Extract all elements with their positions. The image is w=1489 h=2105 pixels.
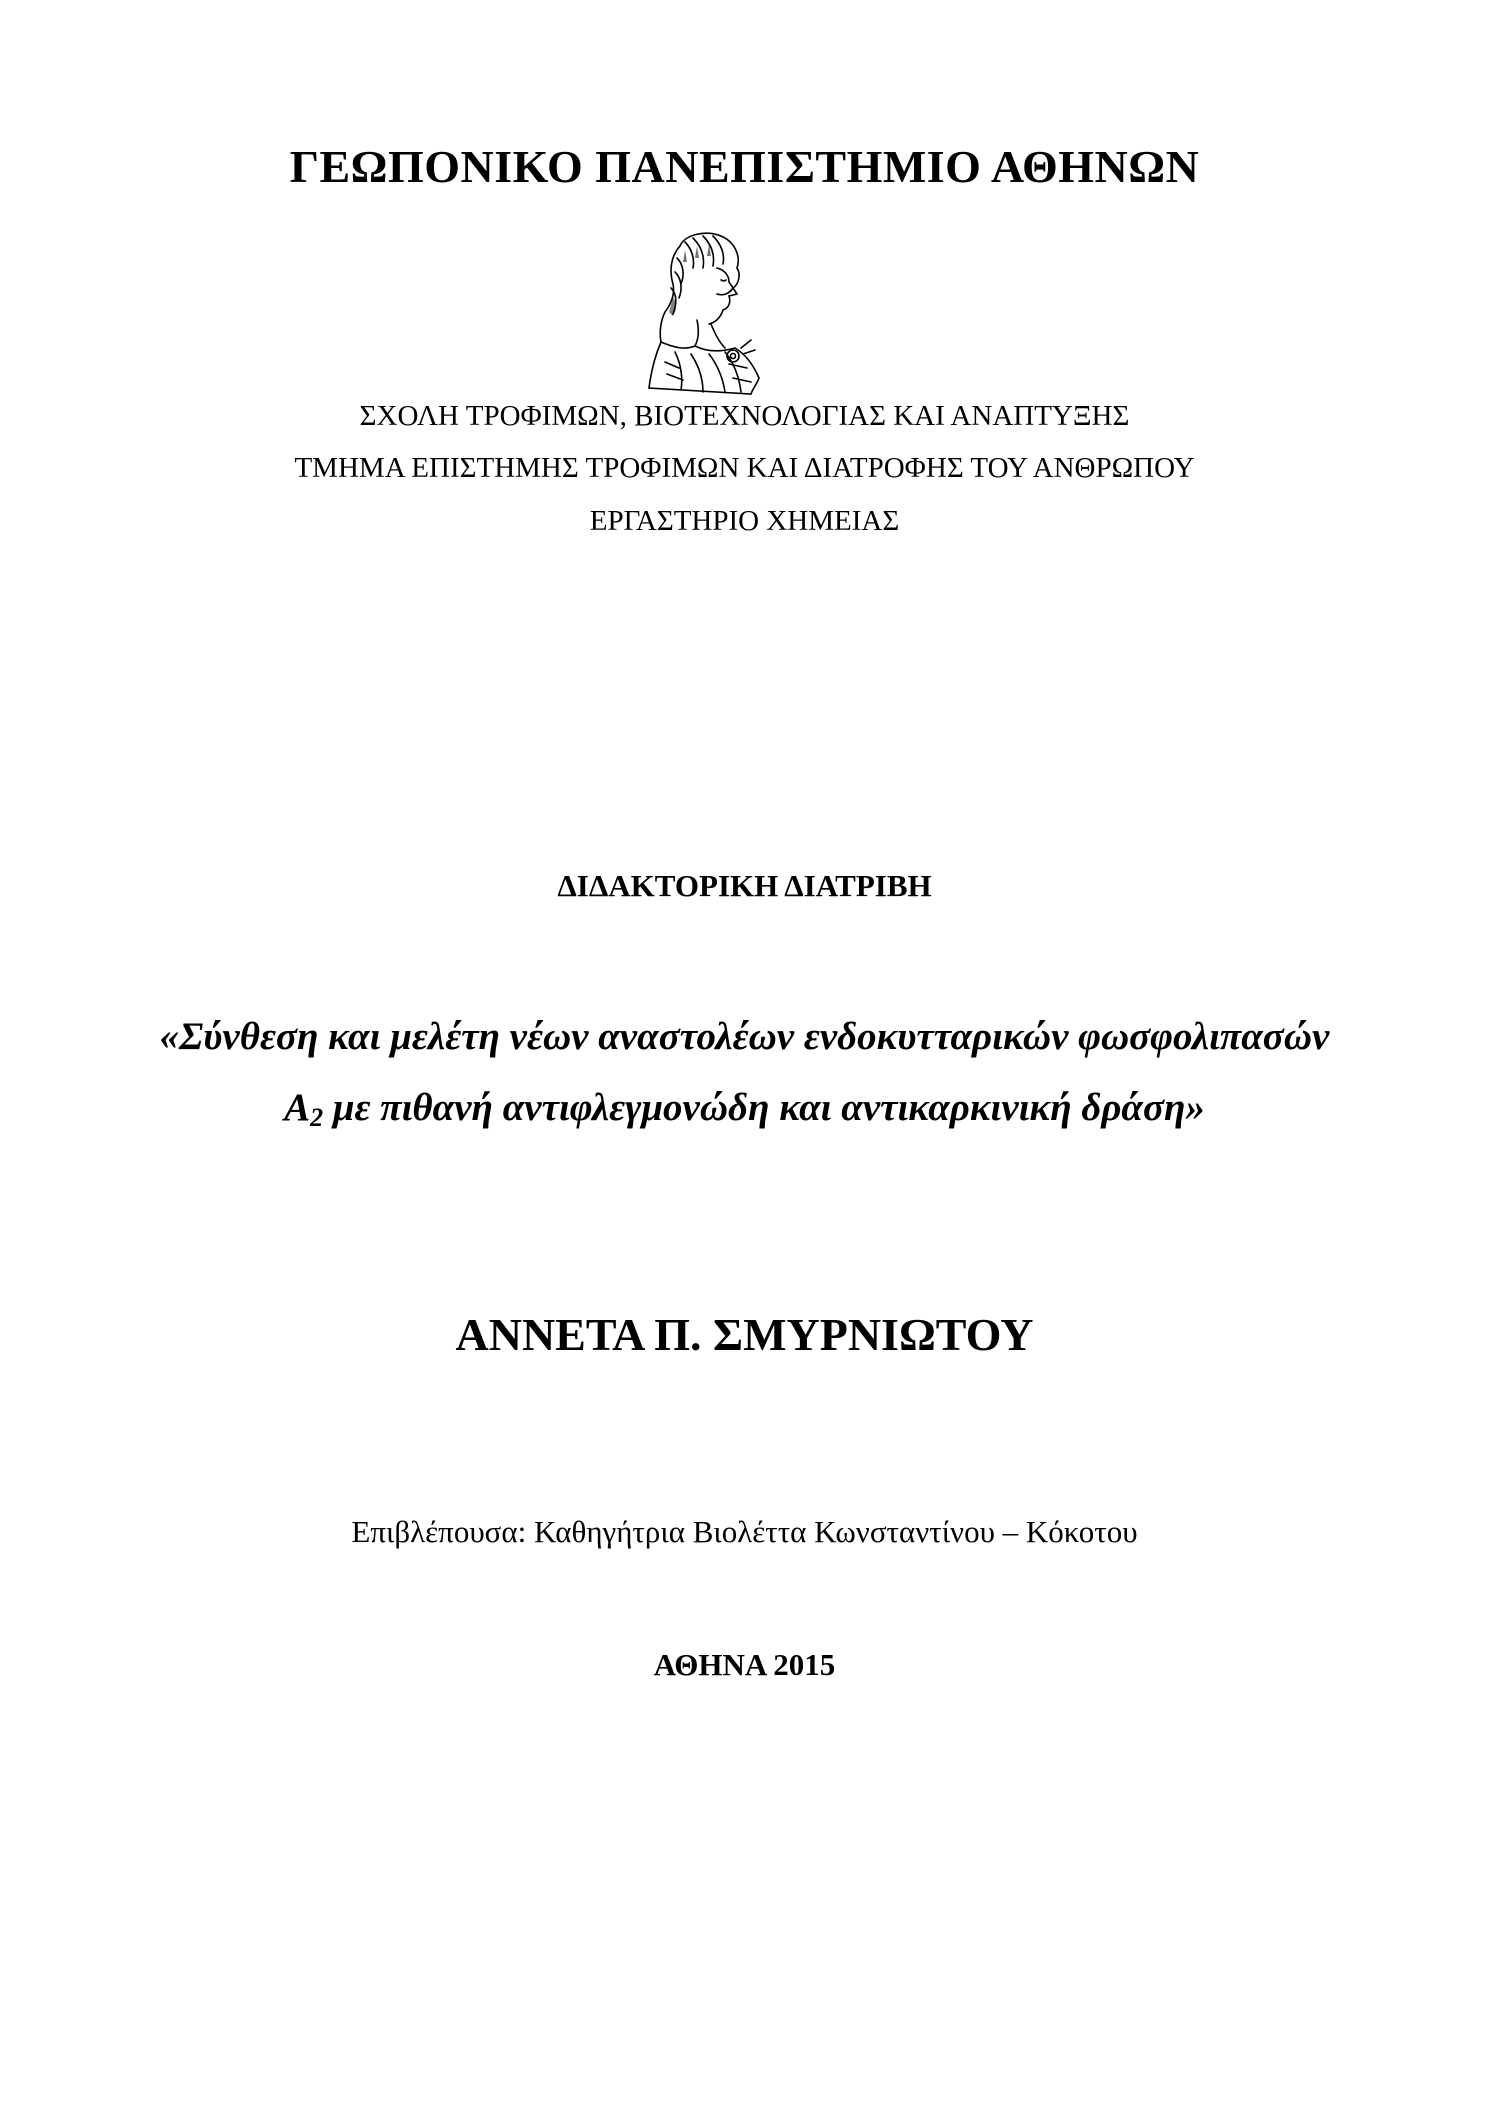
thesis-title-rest: με πιθανή αντιφλεγμονώδη και αντικαρκινική δράση» <box>323 1086 1205 1129</box>
university-emblem-icon <box>625 228 775 400</box>
thesis-title-subscript: 2 <box>310 1103 324 1132</box>
department-name: ΤΜΗΜΑ ΕΠΙΣΤΗΜΗΣ ΤΡΟΦΙΜΩΝ ΚΑΙ ΔΙΑΤΡΟΦΗΣ ΤΟΥ ΑΝΘΡΩΠΟΥ <box>294 452 1195 484</box>
supervisor: Επιβλέπουσα: Καθηγήτρια Βιολέττα Κωνσταντίνου – Κόκοτου <box>351 1514 1138 1549</box>
thesis-title-line-1: «Σύνθεση και μελέτη νέων αναστολέων ενδοκυτταρικών φωσφολιπασών <box>159 1015 1330 1058</box>
author-name: ΑΝΝΕΤΑ Π. ΣΜΥΡΝΙΩΤΟΥ <box>455 1309 1034 1360</box>
place-year: ΑΘΗΝΑ 2015 <box>653 1647 836 1682</box>
thesis-type: ΔΙΔΑΚΤΟΡΙΚΗ ΔΙΑΤΡΙΒΗ <box>557 868 932 903</box>
school-name: ΣΧΟΛΗ ΤΡΟΦΙΜΩΝ, ΒΙΟΤΕΧΝΟΛΟΓΙΑΣ ΚΑΙ ΑΝΑΠΤΥΞΗΣ <box>359 400 1130 432</box>
university-name: ΓΕΩΠΟΝΙΚΟ ΠΑΝΕΠΙΣΤΗΜΙΟ ΑΘΗΝΩΝ <box>289 141 1200 192</box>
thesis-title-enzyme: A <box>284 1086 311 1129</box>
thesis-title-line-2 <box>0 1085 1489 1130</box>
laboratory-name: ΕΡΓΑΣΤΗΡΙΟ ΧΗΜΕΙΑΣ <box>589 505 900 537</box>
